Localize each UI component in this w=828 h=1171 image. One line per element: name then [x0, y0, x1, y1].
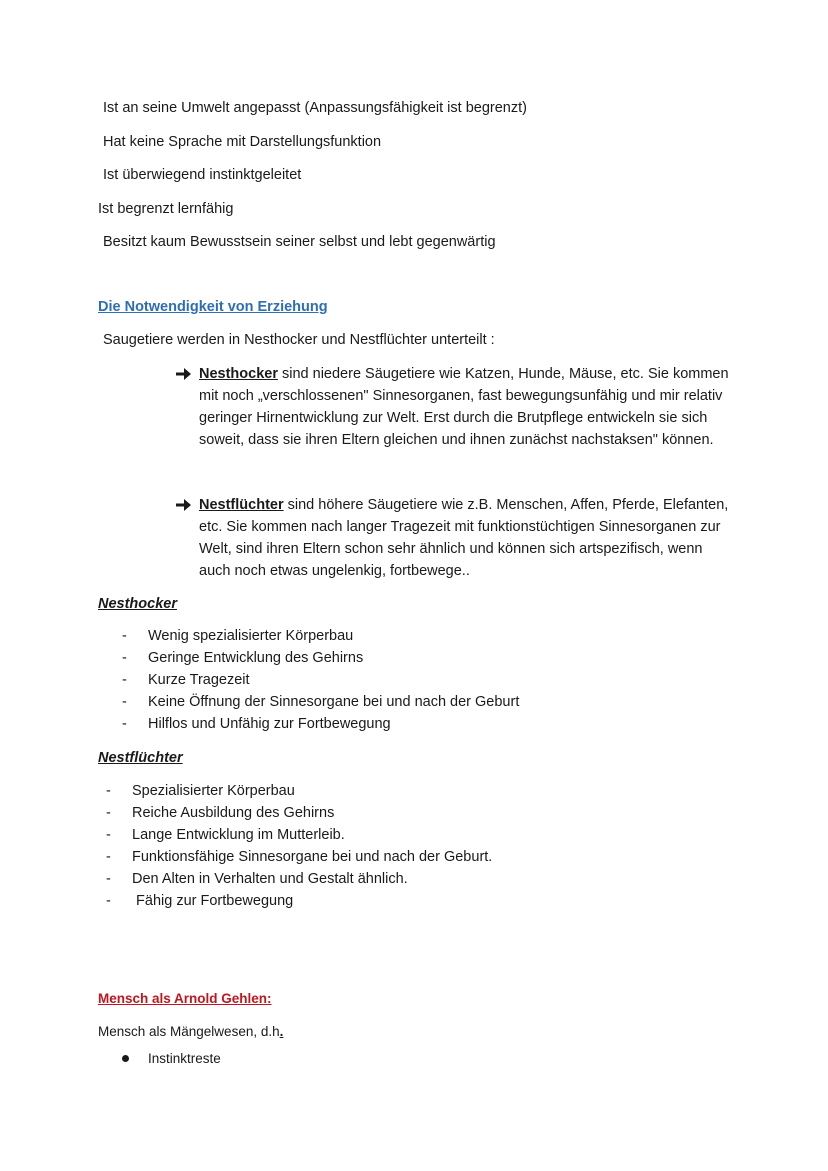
intro-line-5: Besitzt kaum Bewusstsein seiner selbst und lebt gegenwärtig	[103, 234, 496, 250]
dash-marker: -	[122, 628, 127, 644]
dash-marker: -	[106, 849, 111, 865]
arrow-text-nestfluechter	[199, 494, 735, 582]
heading-nesthocker: Nesthocker	[98, 596, 177, 612]
bullet-dot-icon	[122, 1055, 129, 1062]
list-item	[106, 802, 492, 824]
list-item-text: Den Alten in Verhalten und Gestalt ähnlich.	[132, 871, 408, 887]
gehlen-line-end: .	[279, 1024, 284, 1039]
arrow-point-nesthocker	[175, 363, 735, 451]
dash-marker: -	[106, 805, 111, 821]
list-item	[106, 868, 492, 890]
list-item-text: Funktionsfähige Sinnesorgane bei und nach der Geburt.	[132, 849, 493, 865]
dash-marker: -	[106, 893, 111, 909]
arrow-point-nestfluechter	[175, 494, 735, 582]
list-item	[106, 824, 492, 846]
list-item-text: Spezialisierter Körperbau	[132, 783, 295, 799]
bullet-item-instinktreste: Instinktreste	[148, 1051, 221, 1066]
arrow-right-icon	[175, 494, 193, 516]
list-item	[122, 625, 519, 647]
desc-nestfluechter: sind höhere Säugetiere wie z.B. Menschen, Affen, Pferde, Elefanten, etc. Sie kommen nach langer Tragezeit mit funktionstüchtigen Sinnesorganen zur Welt, sind ihren Eltern schon sehr ähnlich und können sich artspezifisch, wenn auch noch etwas ungelenkig, fortbewege..	[199, 497, 729, 579]
gehlen-line-text: Mensch als Mängelwesen, d.h	[98, 1024, 280, 1039]
dash-marker: -	[122, 650, 127, 666]
gehlen-line	[98, 1021, 283, 1043]
heading-nestfluechter: Nestflüchter	[98, 750, 183, 766]
list-item-text: Kurze Tragezeit	[148, 672, 250, 688]
intro-line-1: Ist an seine Umwelt angepasst (Anpassungsfähigkeit ist begrenzt)	[103, 100, 527, 116]
dash-marker: -	[106, 783, 111, 799]
list-item-text: Lange Entwicklung im Mutterleib.	[132, 827, 345, 843]
list-item	[106, 780, 492, 802]
term-nestfluechter: Nestflüchter	[199, 497, 284, 513]
list-item	[122, 647, 519, 669]
section-heading-erziehung: Die Notwendigkeit von Erziehung	[98, 299, 328, 315]
term-nesthocker: Nesthocker	[199, 366, 278, 382]
list-item-text: Hilflos und Unfähig zur Fortbewegung	[148, 716, 391, 732]
list-nesthocker	[122, 625, 519, 735]
list-item-text: Wenig spezialisierter Körperbau	[148, 628, 354, 644]
dash-marker: -	[106, 871, 111, 887]
section-intro: Saugetiere werden in Nesthocker und Nestflüchter unterteilt :	[103, 332, 495, 348]
arrow-text-nesthocker	[199, 363, 735, 451]
dash-marker: -	[122, 716, 127, 732]
list-item-text: Fähig zur Fortbewegung	[132, 893, 294, 909]
intro-line-2: Hat keine Sprache mit Darstellungsfunktion	[103, 134, 382, 150]
dash-marker: -	[106, 827, 111, 843]
dash-marker: -	[122, 672, 127, 688]
list-item	[106, 846, 492, 868]
arrow-right-icon	[175, 363, 193, 385]
list-item-text: Geringe Entwicklung des Gehirns	[148, 650, 364, 666]
list-item-text: Reiche Ausbildung des Gehirns	[132, 805, 335, 821]
desc-nesthocker: sind niedere Säugetiere wie Katzen, Hunde, Mäuse, etc. Sie kommen mit noch „verschlossenen" Sinnesorganen, fast bewegungsunfähig und mir relativ geringer Hirnentwicklung zur Welt. Erst durch die Brutpflege entwickeln sie sich soweit, dass sie ihren Eltern gleichen und ihnen zunächst nachstaksen" können.	[199, 366, 729, 448]
list-nestfluechter	[106, 780, 492, 912]
list-item	[122, 691, 519, 713]
heading-gehlen: Mensch als Arnold Gehlen:	[98, 991, 272, 1006]
intro-line-3: Ist überwiegend instinktgeleitet	[103, 167, 302, 183]
list-item	[122, 669, 519, 691]
list-item	[106, 890, 492, 912]
list-item-text: Keine Öffnung der Sinnesorgane bei und nach der Geburt	[148, 694, 520, 710]
list-item	[122, 713, 519, 735]
dash-marker: -	[122, 694, 127, 710]
intro-line-4: Ist begrenzt lernfähig	[98, 201, 234, 217]
